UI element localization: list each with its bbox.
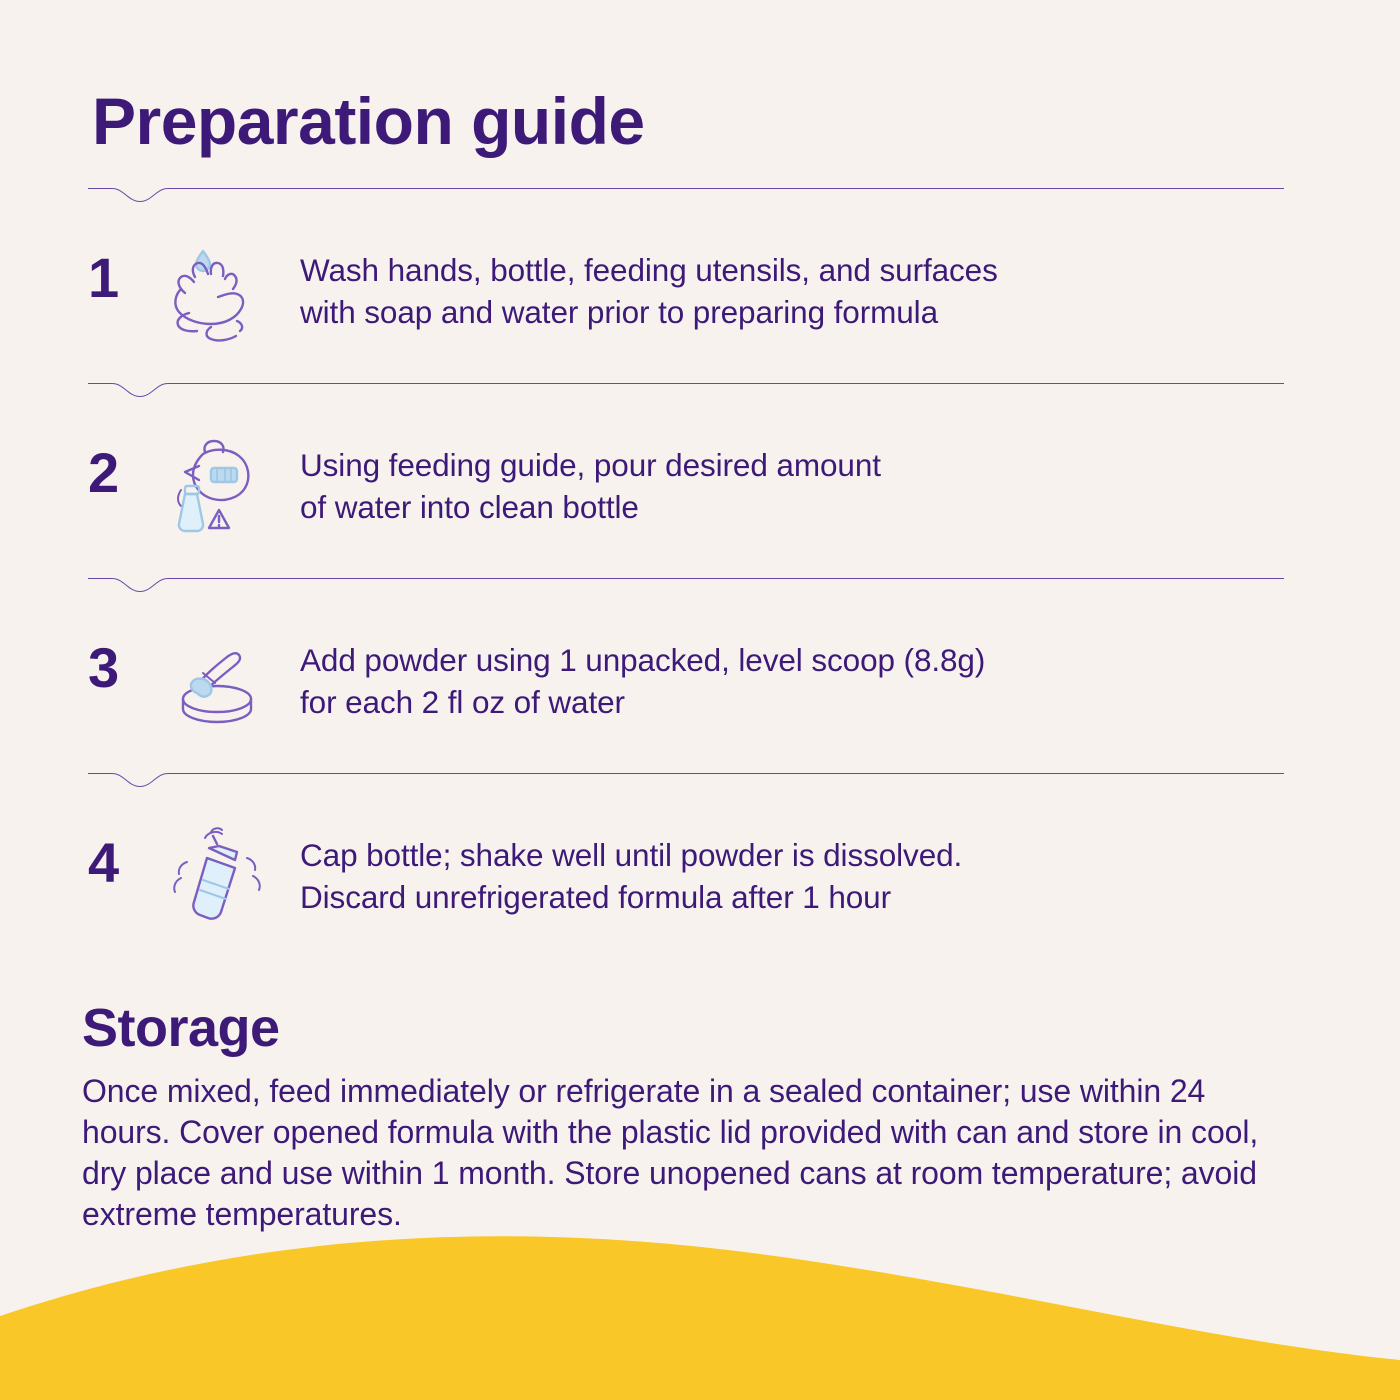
step-content [88, 787, 1284, 933]
scoop-powder-icon [154, 618, 284, 738]
step-divider [88, 578, 1284, 592]
step-text-line1: Cap bottle; shake well until powder is dissolved. [300, 837, 963, 873]
kettle-pouring-icon [154, 423, 284, 543]
divider-line-left [88, 383, 112, 384]
step-content [88, 397, 1284, 543]
divider-line-right [168, 578, 1284, 579]
step-divider [88, 773, 1284, 787]
step-divider [88, 188, 1284, 202]
divider-line-left [88, 578, 112, 579]
step-text-line1: Using feeding guide, pour desired amount [300, 447, 881, 483]
storage-section [82, 1000, 1292, 1235]
step-number: 4 [88, 831, 120, 894]
divider-notch [112, 383, 168, 397]
step-text [284, 423, 1284, 528]
step-number: 2 [88, 441, 120, 504]
divider-notch [112, 188, 168, 202]
step-item [88, 773, 1284, 968]
step-text [284, 228, 1284, 333]
storage-body: Once mixed, feed immediately or refrigerate in a sealed container; use within 24 hours. Cover opened formula with the plastic lid provided with can and store in cool, dry place and use within 1 month. Store unopened cans at room temperature; avoid extreme temperatures. [82, 1072, 1259, 1232]
divider-notch [112, 773, 168, 787]
step-number: 1 [88, 246, 120, 309]
steps-list [88, 188, 1284, 968]
washing-hands-icon [154, 228, 284, 348]
shaking-bottle-icon [154, 813, 284, 933]
yellow-wave-decoration [0, 1220, 1400, 1400]
step-item [88, 188, 1284, 383]
divider-line-right [168, 773, 1284, 774]
step-item [88, 578, 1284, 773]
step-text [284, 618, 1284, 723]
step-text [284, 813, 1284, 918]
step-divider [88, 383, 1284, 397]
step-content [88, 592, 1284, 738]
page-title: Preparation guide [92, 84, 645, 158]
divider-line-left [88, 188, 112, 189]
divider-line-right [168, 383, 1284, 384]
step-content [88, 202, 1284, 348]
step-text-line2: Discard unrefrigerated formula after 1 hour [300, 878, 891, 915]
step-item [88, 383, 1284, 578]
divider-line-right [168, 188, 1284, 189]
step-text-line2: of water into clean bottle [300, 488, 639, 525]
step-text-line1: Add powder using 1 unpacked, level scoop (8.8g) [300, 642, 986, 678]
step-text-line2: for each 2 fl oz of water [300, 683, 625, 720]
step-number: 3 [88, 636, 120, 699]
divider-line-left [88, 773, 112, 774]
divider-notch [112, 578, 168, 592]
step-text-line1: Wash hands, bottle, feeding utensils, and surfaces [300, 252, 998, 288]
step-text-line2: with soap and water prior to preparing formula [300, 293, 938, 330]
storage-title: Storage [82, 998, 280, 1058]
